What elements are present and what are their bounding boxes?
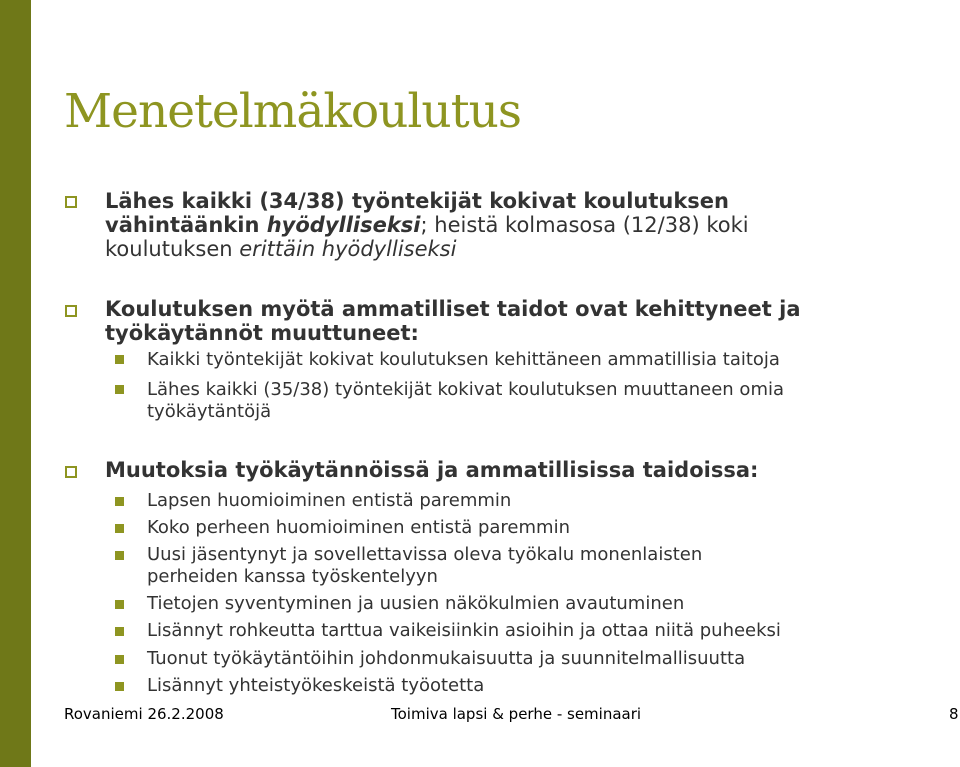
section2-text bbox=[105, 297, 801, 345]
section2-line1: Koulutuksen myötä ammatilliset taidot ovat kehittyneet ja bbox=[105, 297, 801, 321]
section3-item-3-line2: perheiden kanssa työskentelyyn bbox=[147, 566, 438, 587]
section1-line3-normal: koulutuksen bbox=[105, 237, 240, 261]
section3-item-7 bbox=[147, 675, 484, 697]
section3-item-1 bbox=[147, 490, 511, 512]
square-bullet-icon bbox=[115, 600, 124, 609]
footer-page-number: 8 bbox=[949, 705, 959, 723]
section3-item-2-line1: Koko perheen huomioiminen entistä paremmin bbox=[147, 517, 570, 538]
hollow-square-bullet-icon bbox=[65, 305, 77, 317]
square-bullet-icon bbox=[115, 524, 124, 533]
section3-item-1-line1: Lapsen huomioiminen entistä paremmin bbox=[147, 490, 512, 511]
square-bullet-icon bbox=[115, 682, 124, 691]
section2-line2: työkäytännöt muuttuneet: bbox=[105, 321, 419, 345]
slide-sidebar bbox=[0, 0, 31, 767]
section3-item-4-line1: Tietojen syventyminen ja uusien näkökulmien avautuminen bbox=[147, 593, 685, 614]
section2-item-1 bbox=[147, 349, 780, 371]
square-bullet-icon bbox=[115, 627, 124, 636]
section3-item-6 bbox=[147, 648, 745, 670]
section2-item-1-line1: Kaikki työntekijät kokivat koulutuksen kehittäneen ammatillisia taitoja bbox=[147, 349, 780, 370]
section1-line2 bbox=[105, 213, 749, 237]
section1-text bbox=[105, 189, 749, 261]
square-bullet-icon bbox=[115, 355, 124, 364]
section1-line2-bold-italic: hyödylliseksi bbox=[266, 213, 421, 237]
square-bullet-icon bbox=[115, 551, 124, 560]
square-bullet-icon bbox=[115, 497, 124, 506]
square-bullet-icon bbox=[115, 385, 124, 394]
section3-item-5-line1: Lisännyt rohkeutta tarttua vaikeisiinkin asioihin ja ottaa niitä puheeksi bbox=[147, 620, 781, 641]
footer-event: Toimiva lapsi & perhe - seminaari bbox=[391, 705, 642, 723]
section3-heading-wrap bbox=[105, 458, 758, 482]
hollow-square-bullet-icon bbox=[65, 196, 77, 208]
section1-line2-rest: ; heistä kolmasosa (12/38) koki bbox=[420, 213, 749, 237]
section3-item-4 bbox=[147, 593, 684, 615]
section1-line3-italic: erittäin hyödylliseksi bbox=[239, 237, 457, 261]
section3-item-3 bbox=[147, 544, 702, 588]
hollow-square-bullet-icon bbox=[65, 466, 77, 478]
section3-item-3-line1: Uusi jäsentynyt ja sovellettavissa oleva työkalu monenlaisten bbox=[147, 544, 703, 565]
section3-heading: Muutoksia työkäytännöissä ja ammatillisissa taidoissa: bbox=[105, 458, 759, 482]
section1-line1: Lähes kaikki (34/38) työntekijät kokivat koulutuksen bbox=[105, 189, 730, 213]
section3-item-5 bbox=[147, 620, 781, 642]
section2-item-2-line1: Lähes kaikki (35/38) työntekijät kokivat koulutuksen muuttaneen omia bbox=[147, 379, 785, 400]
section3-item-7-line1: Lisännyt yhteistyökeskeistä työotetta bbox=[147, 675, 485, 696]
slide-title: Menetelmäkoulutus bbox=[64, 84, 521, 139]
footer-date: Rovaniemi 26.2.2008 bbox=[64, 705, 224, 723]
section2-item-2 bbox=[147, 379, 784, 423]
section1-line3 bbox=[105, 237, 749, 261]
section1-line2-bold: vähintäänkin bbox=[105, 213, 267, 237]
section3-item-2 bbox=[147, 517, 570, 539]
square-bullet-icon bbox=[115, 655, 124, 664]
section2-item-2-line2: työkäytäntöjä bbox=[147, 401, 272, 422]
section3-item-6-line1: Tuonut työkäytäntöihin johdonmukaisuutta ja suunnitelmallisuutta bbox=[147, 648, 746, 669]
